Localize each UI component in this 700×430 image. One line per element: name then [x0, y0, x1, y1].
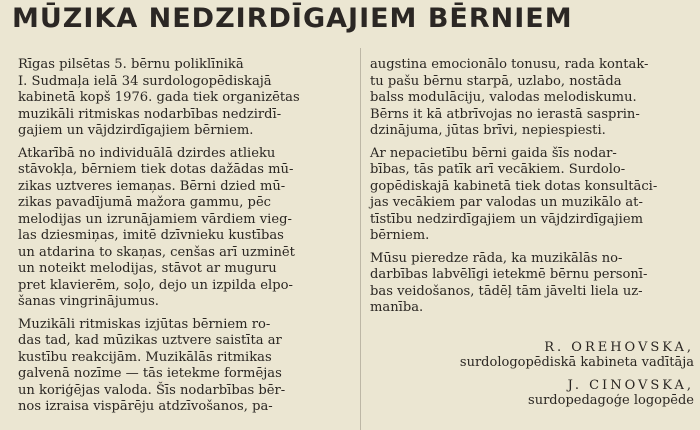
text-line: zikas uztveres iemaņas. Bērni dzied mū- — [18, 178, 286, 194]
author-name: R. OREHOVSKA, — [544, 340, 694, 355]
text-line: zikas pavadījumā mažora gammu, pēc — [18, 195, 272, 210]
text-line: kabinetā kopš 1976. gada tiek organizētas — [18, 90, 300, 105]
text-line: Rīgas pilsētas 5. bērnu poliklīnikā — [18, 57, 244, 72]
text-line: Atkarībā no individuālā dzirdes atlieku — [18, 145, 276, 161]
text-line: un atdarina to skaņas, cenšas arī uzminēt — [18, 244, 295, 260]
text-line: jas vecākiem par valodas un muzikālo at- — [370, 195, 643, 210]
text-line: stāvokļa, bērniem tiek dotas dažādas mū- — [18, 162, 294, 177]
author-role: surdologopēdiskā kabineta vadītāja — [459, 355, 694, 370]
text-line: bības, tās patīk arī vecākiem. Surdolo- — [370, 162, 626, 177]
paragraph — [370, 251, 698, 317]
paragraph — [370, 146, 698, 245]
left-column — [18, 57, 348, 422]
text-line: gajiem un vājdzirdīgajiem bērniem. — [18, 123, 254, 138]
text-line: un noteikt melodijas, stāvot ar muguru — [18, 261, 277, 276]
text-line: das tad, kad mūzikas uztvere saistīta ar — [18, 333, 282, 348]
text-line: manība. — [370, 300, 424, 315]
text-line: tīstību nedzirdīgajiem un vājdzirdīgajiem — [370, 211, 644, 227]
text-line: Muzikāli ritmiskas izjūtas bērniem ro- — [18, 316, 271, 332]
text-line: pret klavierēm, soļo, dejo un izpilda elpo- — [18, 277, 293, 293]
text-line: tu pašu bērnu starpā, uzlabo, nostāda — [370, 73, 622, 89]
text-line: un koriģējas valoda. Šīs nodarbības bēr- — [18, 382, 286, 398]
text-line: melodijas un izrunājamiem vārdiem vieg- — [18, 211, 292, 227]
text-line: las dziesmiņas, imitē dzīvnieku kustības — [18, 228, 284, 243]
text-line: balss modulāciju, valodas melodiskumu. — [370, 90, 637, 105]
paragraph — [18, 317, 348, 416]
text-line: Bērns it kā atbrīvojas no ierastā sasprin- — [370, 106, 640, 122]
paragraph — [18, 146, 348, 311]
text-line: muzikāli ritmiskas nodarbības nedzirdī- — [18, 106, 282, 122]
signature-orehovska — [460, 340, 694, 370]
text-line: dzinājuma, jūtas brīvi, nepiespiesti. — [370, 123, 606, 138]
text-line: darbības labvēlīgi ietekmē bērnu personī- — [370, 267, 648, 282]
author-role: surdopedagoģe logopēde — [528, 393, 694, 408]
text-line: kustību reakcijām. Muzikālās ritmikas — [18, 349, 272, 365]
text-line: gopēdiskajā kabinetā tiek dotas konsultāci- — [370, 178, 658, 194]
article-title: MŪZIKA NEDZIRDĪGAJIEM BĒRNIEM — [12, 3, 573, 34]
text-line: Mūsu pieredze rāda, ka muzikālās no- — [370, 250, 623, 266]
text-line: nos izraisa vispārēju atdzīvošanos, pa- — [18, 399, 273, 414]
text-line: galvenā nozīme — tās ietekme formējas — [18, 366, 282, 381]
text-line: Ar nepacietību bērni gaida šīs nodar- — [370, 145, 617, 161]
author-name: J. CINOVSKA, — [567, 378, 694, 393]
paragraph — [370, 57, 698, 140]
text-line: augstina emocionālo tonusu, rada kontak- — [370, 57, 649, 72]
paragraph — [18, 57, 348, 140]
text-line: I. Sudmaļa ielā 34 surdologopēdiskajā — [18, 73, 272, 89]
text-line: bērniem. — [370, 228, 430, 243]
signature-cinovska — [528, 378, 694, 408]
text-line: bas veidošanos, tādēļ tām jāvelti liela uz- — [370, 283, 643, 299]
column-divider — [360, 48, 361, 430]
text-line: šanas vingrinājumus. — [18, 294, 159, 309]
right-column — [370, 57, 698, 323]
